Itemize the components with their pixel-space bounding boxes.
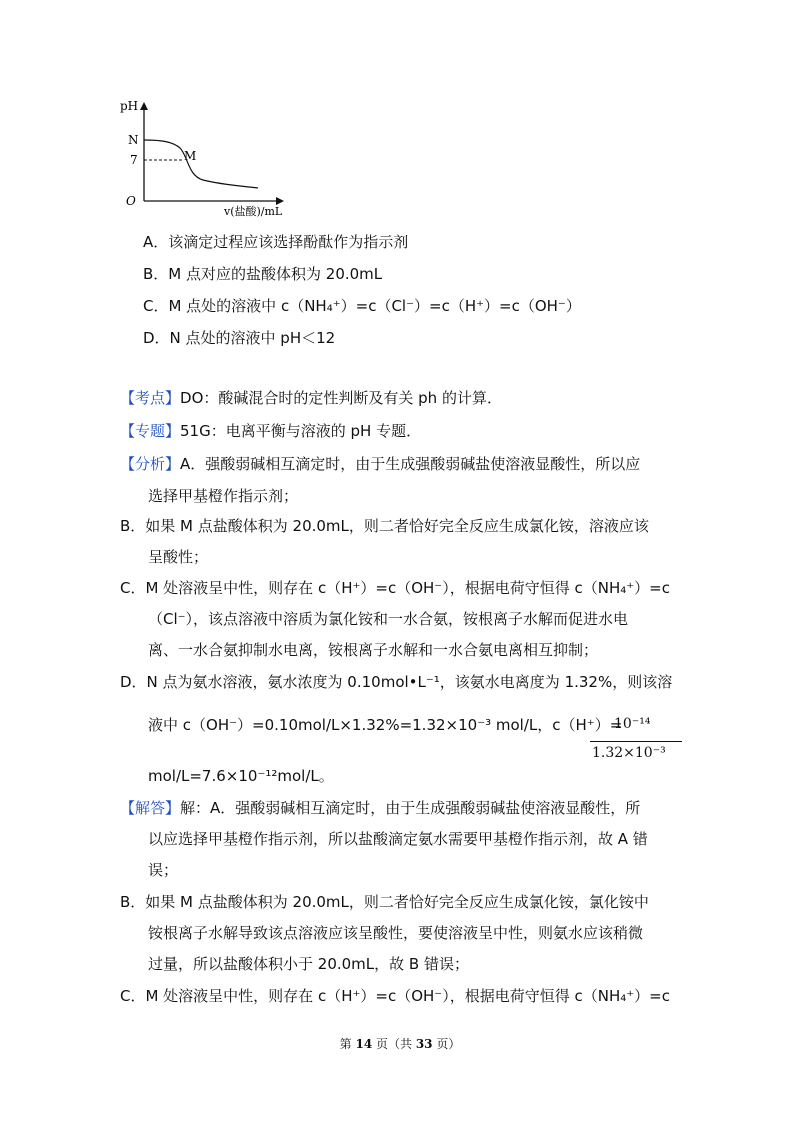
footer-mid: 页（共 bbox=[372, 1037, 416, 1051]
jieda-b3: 过量，所以盐酸体积小于 20.0mL，故 B 错误； bbox=[148, 955, 469, 973]
jieda-b2: 铵根离子水解导致该点溶液应该呈酸性，要使溶液呈中性，则氨水应该稍微 bbox=[148, 924, 644, 942]
kaodian-tag: 【考点】 bbox=[120, 389, 181, 407]
y-axis-label: pH bbox=[120, 99, 139, 113]
fenxi-b1: B．如果 M 点盐酸体积为 20.0mL，则二者恰好完全反应生成氯化铵，溶液应该 bbox=[120, 517, 649, 535]
option-b: B．M 点对应的盐酸体积为 20.0mL bbox=[143, 265, 383, 283]
fraction-denominator: 1.32×10⁻³ bbox=[592, 745, 666, 761]
x-axis-label: v(盐酸)/mL bbox=[224, 205, 283, 218]
titration-curve bbox=[144, 140, 258, 188]
jieda-a1: 解：A．强酸弱碱相互滴定时，由于生成强酸弱碱盐使溶液显酸性，所 bbox=[180, 799, 641, 817]
n-label: N bbox=[128, 133, 139, 147]
fenxi-c1: C．M 处溶液呈中性，则存在 c（H⁺）=c（OH⁻），根据电荷守恒得 c（NH₄⁺）=c bbox=[120, 579, 670, 597]
fenxi-tag: 【分析】 bbox=[120, 455, 181, 473]
jieda-a3: 误； bbox=[148, 861, 179, 879]
seven-label: 7 bbox=[130, 153, 138, 167]
kaodian-line bbox=[120, 387, 502, 408]
zhuanti-line bbox=[120, 420, 421, 441]
footer-page-number: 14 bbox=[355, 1037, 373, 1051]
m-label: M bbox=[184, 149, 197, 163]
footer-pre: 第 bbox=[339, 1037, 356, 1051]
origin-label: O bbox=[126, 194, 136, 208]
jieda-line-1 bbox=[120, 797, 640, 818]
option-d: D．N 点处的溶液中 pH＜12 bbox=[143, 329, 336, 347]
jieda-tag: 【解答】 bbox=[120, 799, 181, 817]
page-footer bbox=[0, 1035, 800, 1052]
fraction-numerator: 10⁻¹⁴ bbox=[614, 716, 651, 732]
option-c: C．M 点处的溶液中 c（NH₄⁺）=c（Cl⁻）=c（H⁺）=c（OH⁻） bbox=[143, 297, 581, 315]
x-axis-arrow bbox=[276, 197, 284, 205]
fenxi-d3: mol/L=7.6×10⁻¹²mol/L。 bbox=[148, 767, 334, 785]
footer-post: 页） bbox=[432, 1037, 461, 1051]
footer-total-pages: 33 bbox=[415, 1037, 433, 1051]
fenxi-c3: 离、一水合氨抑制水电离，铵根离子水解和一水合氨电离相互抑制； bbox=[148, 641, 599, 659]
fenxi-a2: 选择甲基橙作指示剂； bbox=[148, 487, 299, 505]
zhuanti-text: 51G：电离平衡与溶液的 pH 专题． bbox=[180, 422, 422, 440]
jieda-b1: B．如果 M 点盐酸体积为 20.0mL，则二者恰好完全反应生成氯化铵，氯化铵中 bbox=[120, 893, 649, 911]
fenxi-b2: 呈酸性； bbox=[148, 548, 209, 566]
fenxi-d1: D．N 点为氨水溶液，氨水浓度为 0.10mol•L⁻¹，该氨水电离度为 1.32%，则该溶 bbox=[120, 673, 673, 691]
fenxi-d2: 液中 c（OH⁻）=0.10mol/L×1.32%=1.32×10⁻³ mol/L，c（H⁺）= bbox=[148, 716, 623, 734]
jieda-c1: C．M 处溶液呈中性，则存在 c（H⁺）=c（OH⁻），根据电荷守恒得 c（NH₄⁺）=c bbox=[120, 987, 670, 1005]
jieda-a2: 以应选择甲基橙作指示剂，所以盐酸滴定氨水需要甲基橙作指示剂，故 A 错 bbox=[148, 830, 648, 848]
y-axis-arrow bbox=[140, 102, 148, 110]
option-a: A．该滴定过程应该选择酚酞作为指示剂 bbox=[143, 233, 409, 251]
kaodian-text: DO：酸碱混合时的定性判断及有关 ph 的计算． bbox=[180, 389, 502, 407]
fenxi-a1: A．强酸弱碱相互滴定时，由于生成强酸弱碱盐使溶液显酸性，所以应 bbox=[180, 455, 641, 473]
titration-curve-graph bbox=[118, 96, 308, 222]
fraction-bar bbox=[590, 741, 682, 742]
fenxi-line-1 bbox=[120, 453, 640, 474]
zhuanti-tag: 【专题】 bbox=[120, 422, 181, 440]
fenxi-c2: （Cl⁻），该点溶液中溶质为氯化铵和一水合氨，铵根离子水解而促进水电 bbox=[148, 610, 629, 628]
